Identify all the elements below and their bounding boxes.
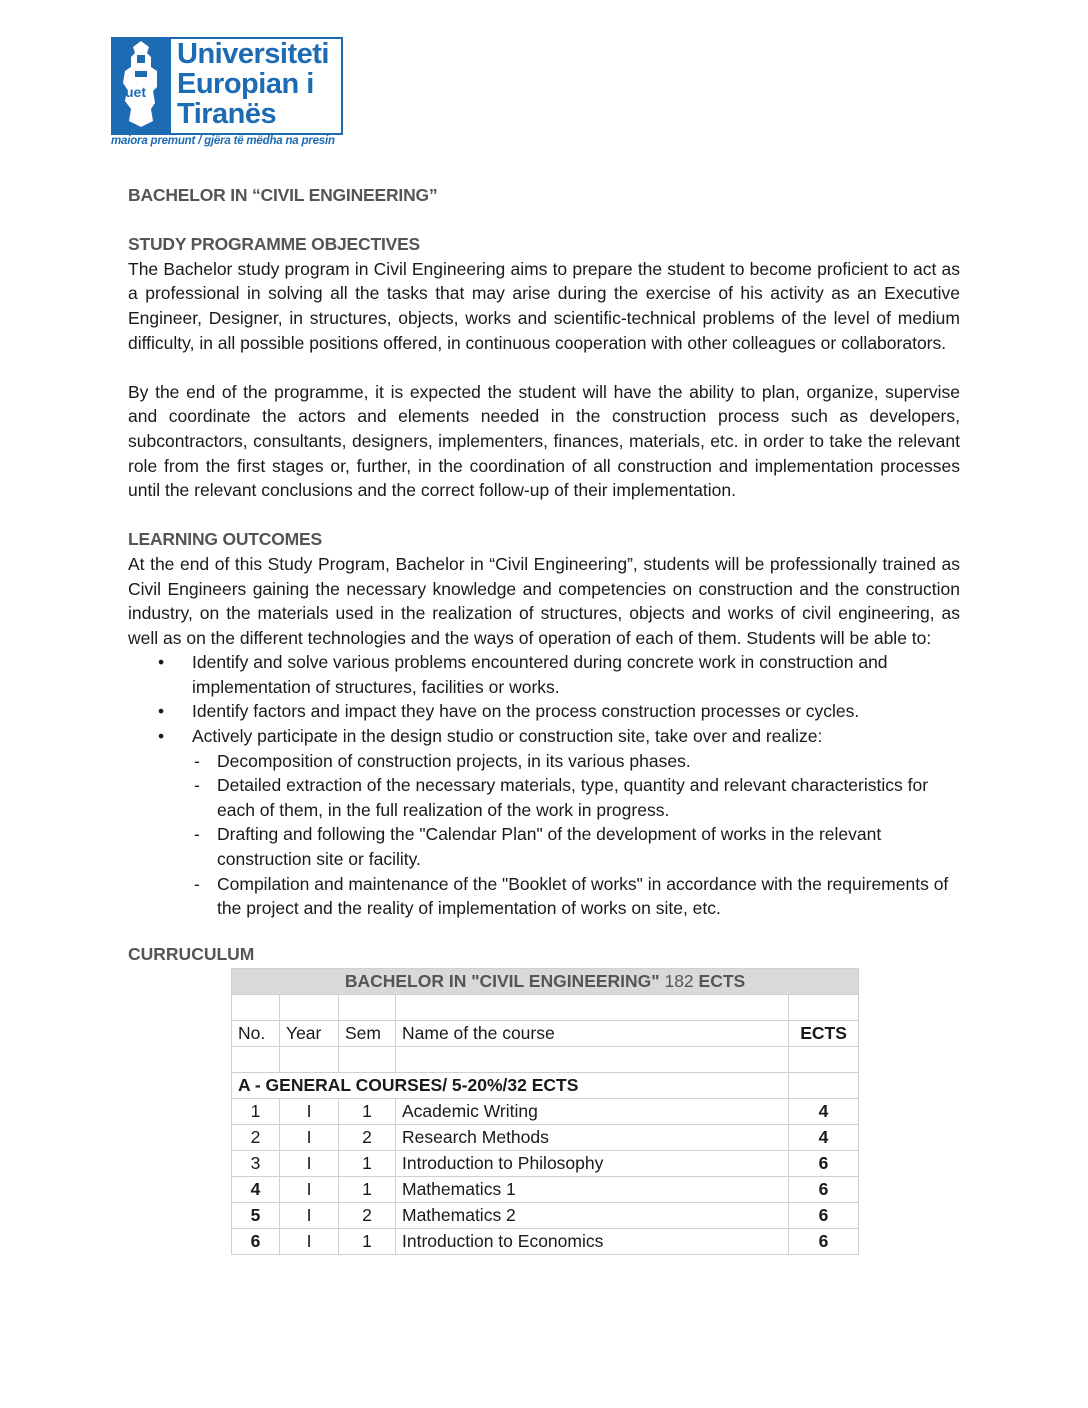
section-row: [232, 1073, 859, 1099]
list-item: • Identify factors and impact they have on the process construction processes or cycles.: [128, 699, 960, 724]
document-body: [128, 183, 960, 921]
objectives-paragraph-1: The Bachelor study program in Civil Engineering aims to prepare the student to become proficient to act as a professional in solving all the tasks that may arise during the exercise of his activity as an Executive Engineer, Designer, in structures, objects, works and scientific-technical problems of the level of medium difficulty, in all possible positions offered, in continuous cooperation with other colleagues or collaborators.: [128, 258, 960, 353]
header-year: Year: [280, 1021, 339, 1047]
table-row: 2 I 2 Research Methods 4: [232, 1125, 859, 1151]
outcomes-paragraph: At the end of this Study Program, Bachelor in “Civil Engineering”, students will be professionally trained as Civil Engineers gaining the necessary knowledge and competencies on construction and the construction industry, on the materials used in the realization of structures, objects and works of civil engineering, as well as on the different technologies and the ways of operation of each of them. Students will be able to:: [128, 553, 960, 648]
table-header-row: [232, 1021, 859, 1047]
logo-emblem-icon: [111, 37, 171, 135]
sub-list-item: - Decomposition of construction projects, in its various phases.: [192, 749, 960, 774]
logo-wordmark: [177, 39, 343, 129]
outcomes-heading: LEARNING OUTCOMES: [128, 529, 322, 550]
table-title-row: [232, 969, 859, 995]
table-row: 1 I 1 Academic Writing 4: [232, 1099, 859, 1125]
sub-list: [192, 749, 960, 921]
list-item: [128, 724, 960, 921]
sub-list-item: - Drafting and following the "Calendar Plan" of the development of works in the relevant construction site or facility.: [192, 822, 960, 871]
table-row: 3 I 1 Introduction to Philosophy 6: [232, 1151, 859, 1177]
objectives-heading: STUDY PROGRAMME OBJECTIVES: [128, 234, 421, 255]
table-row: 4 I 1 Mathematics 1 6: [232, 1177, 859, 1203]
section-a-label: A - GENERAL COURSES/ 5-20%/32 ECTS: [232, 1073, 789, 1099]
sub-list-item: - Compilation and maintenance of the "Booklet of works" in accordance with the requirements of the project and the reality of implementation of works on site, etc.: [192, 872, 960, 921]
header-name: Name of the course: [396, 1021, 789, 1047]
logo-line-1: Universiteti: [177, 38, 329, 70]
objectives-paragraph-2: By the end of the programme, it is expected the student will have the ability to plan, organize, supervise and coordinate the actors and elements needed in the construction process such as developers, subcontractors, consultants, designers, implementers, finances, materials, etc. in order to take the relevant role from the first stages or, further, in the coordination of all construction and implementation processes until the relevant conclusions and the correct follow-up of their implementation.: [128, 381, 960, 501]
sub-list-item: - Detailed extraction of the necessary materials, type, quantity and relevant characteristics for each of them, in the full realization of the work in progress.: [192, 773, 960, 822]
table-spacer-row: [232, 995, 859, 1021]
header-ects: ECTS: [789, 1021, 859, 1047]
table-row: 6 I 1 Introduction to Economics 6: [232, 1229, 859, 1255]
document-title: BACHELOR IN “CIVIL ENGINEERING”: [128, 185, 438, 205]
header-sem: Sem: [339, 1021, 396, 1047]
table-title: BACHELOR IN "CIVIL ENGINEERING" 182 ECTS: [232, 969, 859, 995]
university-logo: [111, 37, 346, 151]
list-item-text: Actively participate in the design studio or construction site, take over and realize:: [192, 726, 823, 747]
header-no: No.: [232, 1021, 280, 1047]
curriculum-table: [231, 968, 859, 1255]
table-row: 5 I 2 Mathematics 2 6: [232, 1203, 859, 1229]
svg-text:uet: uet: [125, 84, 146, 100]
curriculum-heading: CURRUCULUM: [128, 944, 255, 964]
table-spacer-row: [232, 1047, 859, 1073]
logo-line-2: Europian i: [177, 68, 314, 100]
logo-line-3: Tiranës: [177, 98, 277, 130]
outcomes-list: [128, 650, 960, 921]
logo-tagline: maiora premunt / gjëra të mëdha na presin: [111, 135, 335, 147]
list-item: • Identify and solve various problems encountered during concrete work in construction and implementation of structures, facilities or works.: [128, 650, 960, 699]
